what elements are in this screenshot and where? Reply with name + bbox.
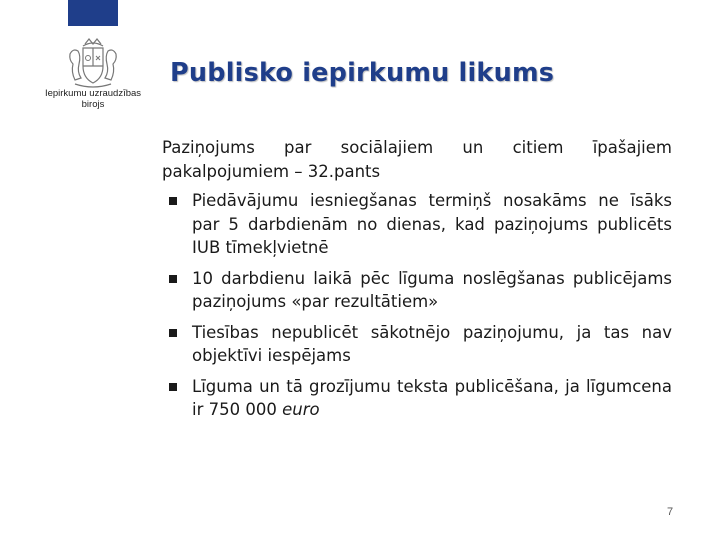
square-bullet-icon <box>169 383 177 391</box>
bullet-item <box>162 375 672 422</box>
bullet-item <box>162 267 672 314</box>
bullet-text: Piedāvājumu iesniegšanas termiņš nosakāms ne īsāks par 5 darbdienām no dienas, kad paziņojums publicēts IUB tīmekļvietnē <box>192 191 672 257</box>
square-bullet-icon <box>169 329 177 337</box>
bullet-list <box>162 189 672 422</box>
bullet-text: Līguma un tā grozījumu teksta publicēšana, ja līgumcena ir 750 000 <box>192 376 672 419</box>
coat-of-arms-icon <box>65 36 121 88</box>
org-name <box>40 88 146 110</box>
slide-title: Publisko iepirkumu likums <box>170 58 555 88</box>
intro-text: Paziņojums par sociālajiem un citiem īpašajiem pakalpojumiem – 32.pants <box>162 138 672 181</box>
square-bullet-icon <box>169 197 177 205</box>
bullet-item <box>162 321 672 368</box>
org-logo <box>40 36 146 120</box>
bullet-text: Tiesības nepublicēt sākotnējo paziņojumu, ja tas nav objektīvi iespējams <box>192 322 672 365</box>
page-number: 7 <box>666 506 674 518</box>
bullet-item <box>162 189 672 260</box>
eu-flag-icon <box>68 0 118 26</box>
bullet-text: 10 darbdienu laikā pēc līguma noslēgšanas publicējams paziņojums «par rezultātiem» <box>192 268 672 311</box>
slide-content <box>162 136 672 429</box>
org-name-line2: birojs <box>81 99 105 110</box>
bullet-text-italic: euro <box>282 400 320 419</box>
org-name-line1: Iepirkumu uzraudzības <box>44 88 142 99</box>
square-bullet-icon <box>169 275 177 283</box>
